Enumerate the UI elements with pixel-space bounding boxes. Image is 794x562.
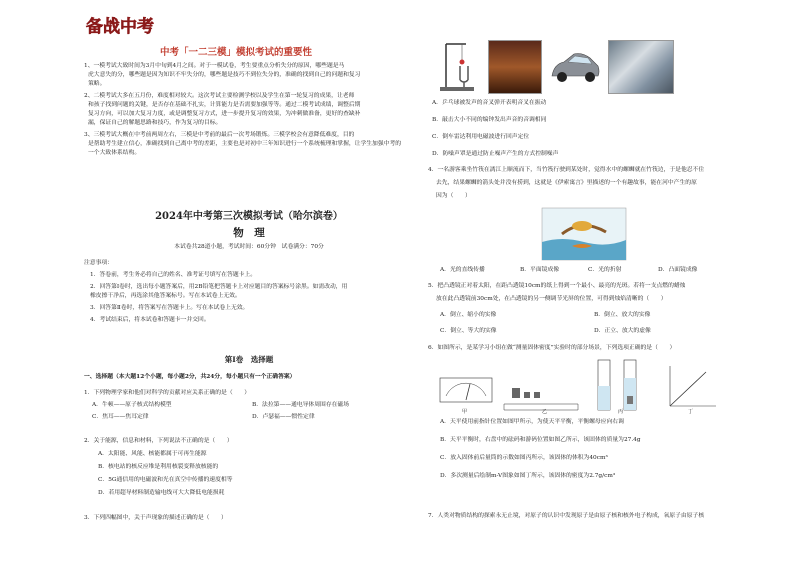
notices-block	[84, 259, 414, 325]
option: B．敲击大小不同的编钟发出声音的音调相同	[432, 117, 547, 123]
option: B．平面镜成像	[520, 267, 560, 273]
option: B．法拉第——通电导体周围存在磁场	[252, 402, 350, 408]
question-1	[84, 389, 414, 422]
option: C．光的折射	[588, 267, 622, 273]
option: D．卢瑟福——惯性定律	[252, 414, 315, 420]
mass-volume-graph-figure	[660, 362, 720, 412]
question-stem: 4．一名游客乘坐竹筏在漓江上顺流而下，当竹筏行驶到某处时，觉得水中的螺蛳就在竹筏边，于是他忍不住	[428, 167, 705, 173]
question-stem: 2．关于能源，信息和材料，下列说法不正确的是（ ）	[84, 438, 233, 444]
intro-line: 3、三模考试大概在中考前两周左右，三模是中考前的最后一次考场锻炼。三模学校会有意降低难度，目的	[84, 132, 355, 138]
notice-item: 2．回答第Ⅰ卷时，选出每小题答案后，用2B铅笔把答题卡上对应题目的答案标号涂黑。如需改动，用	[90, 284, 348, 290]
intro-line: 策略。	[88, 81, 106, 87]
option: C．5G通信用的电磁波和光在真空中传播的速度相等	[98, 477, 233, 483]
notice-item: 橡皮擦干净后，再选涂其他答案标号。写在本试卷上无效。	[90, 293, 241, 299]
logo	[84, 14, 154, 40]
intro-line: 漏，保证自己的解题思路和技巧，作为复习的目标。	[88, 120, 222, 126]
option: A．乒乓球被发声的音叉弹开表明音叉在振动	[432, 100, 547, 106]
question-4	[428, 166, 768, 201]
intro-line: 一个大致体系结构。	[88, 150, 141, 156]
section-desc: 一、选择题（本大题12个小题，每小题2分，共24分，每小题只有一个正确答案）	[84, 374, 296, 380]
intro-line: 2、二模考试大多在五月份，难度相对较大。这次考试主要检测学校以及学生在第一轮复习的成果，让老师	[84, 93, 355, 99]
weights-figure	[500, 382, 582, 416]
notice-item: 4．考试结束后，将本试卷和答题卡一并交回。	[90, 317, 210, 323]
tuning-fork-figure	[440, 40, 480, 92]
option: B．核电站的核反应堆是利用核裂变释放核能的	[98, 464, 219, 470]
intro-block	[84, 62, 414, 158]
intro-line: 和孩子找到问题的关键，是否存在基础不扎实，计算能力是否需要加强等等。通过二模考试成绩，调整后期	[88, 102, 361, 108]
option: A．光的直线传播	[440, 267, 485, 273]
option: A．太阳能、风能、核能都属于可再生能源	[98, 451, 207, 457]
exam-title: 2024年中考第三次模拟考试（哈尔滨卷）	[155, 211, 343, 222]
question-stem: 放在此凸透镜前30cm处，在凸透镜的另一侧调节光屏的位置，可得到烛焰清晰的（ ）	[436, 296, 667, 302]
option: C．倒车雷达利用电磁波进行回声定位	[432, 134, 530, 140]
noise-barrier-photo	[608, 40, 674, 94]
question-5-options	[440, 311, 770, 336]
option: C．焦耳——焦耳定律	[92, 414, 149, 420]
figure-label: 甲	[462, 409, 468, 415]
question-stem: 1．下列物理学家和他们对科学的贡献对应关系正确的是（ ）	[84, 390, 251, 396]
option: C．放入固体前后量筒的示数如图丙所示，该固体的体积为40cm³	[440, 455, 608, 461]
question-7-stem: 7．人类对物质结构的探索永无止境，对原子的认识中发现原子是由原子核和核外电子构成，氧原子由原子核	[428, 513, 705, 519]
option: C．倒立、等大的实像	[440, 328, 497, 334]
banner-title: 中考「一二三模」模拟考试的重要性	[160, 47, 313, 58]
figure-label: 乙	[542, 409, 548, 415]
intro-line: 1、一模考试大致时间为3月中旬到4月之间。对于一模试卷，考生要重点分析失分的原因，哪些题是马	[84, 63, 345, 69]
option: D．凸面镜成像	[658, 267, 698, 273]
logo-text: 备战中考	[86, 17, 154, 37]
option: D．若用超导材料制造输电线可大大降低电能损耗	[98, 490, 225, 496]
subject-title: 物 理	[233, 227, 265, 239]
option: D．正立、放大的虚像	[594, 328, 651, 334]
exam-info: 本试卷共28道小题，考试时间：60分钟 试卷满分：70分	[174, 244, 324, 250]
graduated-cylinders-figure	[590, 356, 648, 414]
figure-label: 丙	[618, 409, 624, 415]
question-4-options	[440, 266, 770, 275]
balance-scale-figure	[436, 372, 496, 412]
car-figure	[548, 44, 602, 90]
question-2	[84, 437, 414, 498]
option: A．天平使用前指针位置如图甲所示，为使天平平衡，平衡螺母应向右调	[440, 419, 624, 425]
question-6-options	[440, 418, 770, 481]
option: B．倒立、放大的实像	[594, 312, 651, 318]
option: D．防噪声罩是通过防止噪声产生的方式控制噪声	[432, 151, 559, 157]
option: A．牛顿——原子核式结构模型	[92, 402, 172, 408]
option: A．倒立、缩小的实像	[440, 312, 497, 318]
option: B．天平平衡时，右盘中的砝码和游码位置如图乙所示，该固体的质量为27.4g	[440, 437, 641, 443]
question-3-options	[428, 99, 768, 159]
notice-title: 注意事项：	[84, 260, 113, 266]
section-title: 第Ⅰ卷 选择题	[224, 355, 274, 364]
notice-item: 3．回答第Ⅱ卷时，将答案写在答题卡上。写在本试卷上无效。	[90, 305, 249, 311]
notice-item: 1．答卷前，考生务必将自己的姓名、准考证号填写在答题卡上。	[90, 272, 257, 278]
question-6-stem: 6．如图所示，是某学习小组在做“测量固体密度”实验时的部分场景，下列选项正确的是（ ）	[428, 345, 676, 351]
question-5	[428, 282, 768, 304]
figure-label: 丁	[688, 409, 694, 415]
intro-line: 复习方向，可以加大复习力度，或是调整复习方式，进一步提升复习的效果，为冲刺做准备，更好的查缺补	[88, 111, 361, 117]
intro-line: 是帮助考生建立信心，准确找到自己离中考的差距，主要也是对初中三年知识进行一个系统梳理和掌握，让学生加强中考的	[88, 141, 402, 147]
question-stem: 5．把凸透镜正对着太阳，在距凸透镜10cm的纸上得到一个最小、最亮的光斑。若将一支点燃的蜡烛	[428, 283, 686, 289]
question-3-stem: 3．下列四幅图中，关于声现象的描述正确的是（ ）	[84, 515, 227, 521]
question-stem: 去先，结果螺蛳的箭头处并没有捞到，这就是《伊索寓言》里描述的一个有趣故事，能在河中产生的原	[436, 180, 697, 186]
river-fish-figure	[542, 208, 626, 260]
intro-line: 虎大意失的分，哪些题是因为知识不牢失分的，哪些题是技巧不到位失分的，准确的找到自己的问题和复习	[88, 72, 361, 78]
question-stem: 因为（ ）	[436, 193, 471, 199]
option: D．多次测量后绘制m-V图象如图丁所示，该固体的密度为2.7g/cm³	[440, 473, 616, 479]
bell-chime-photo	[488, 40, 542, 94]
